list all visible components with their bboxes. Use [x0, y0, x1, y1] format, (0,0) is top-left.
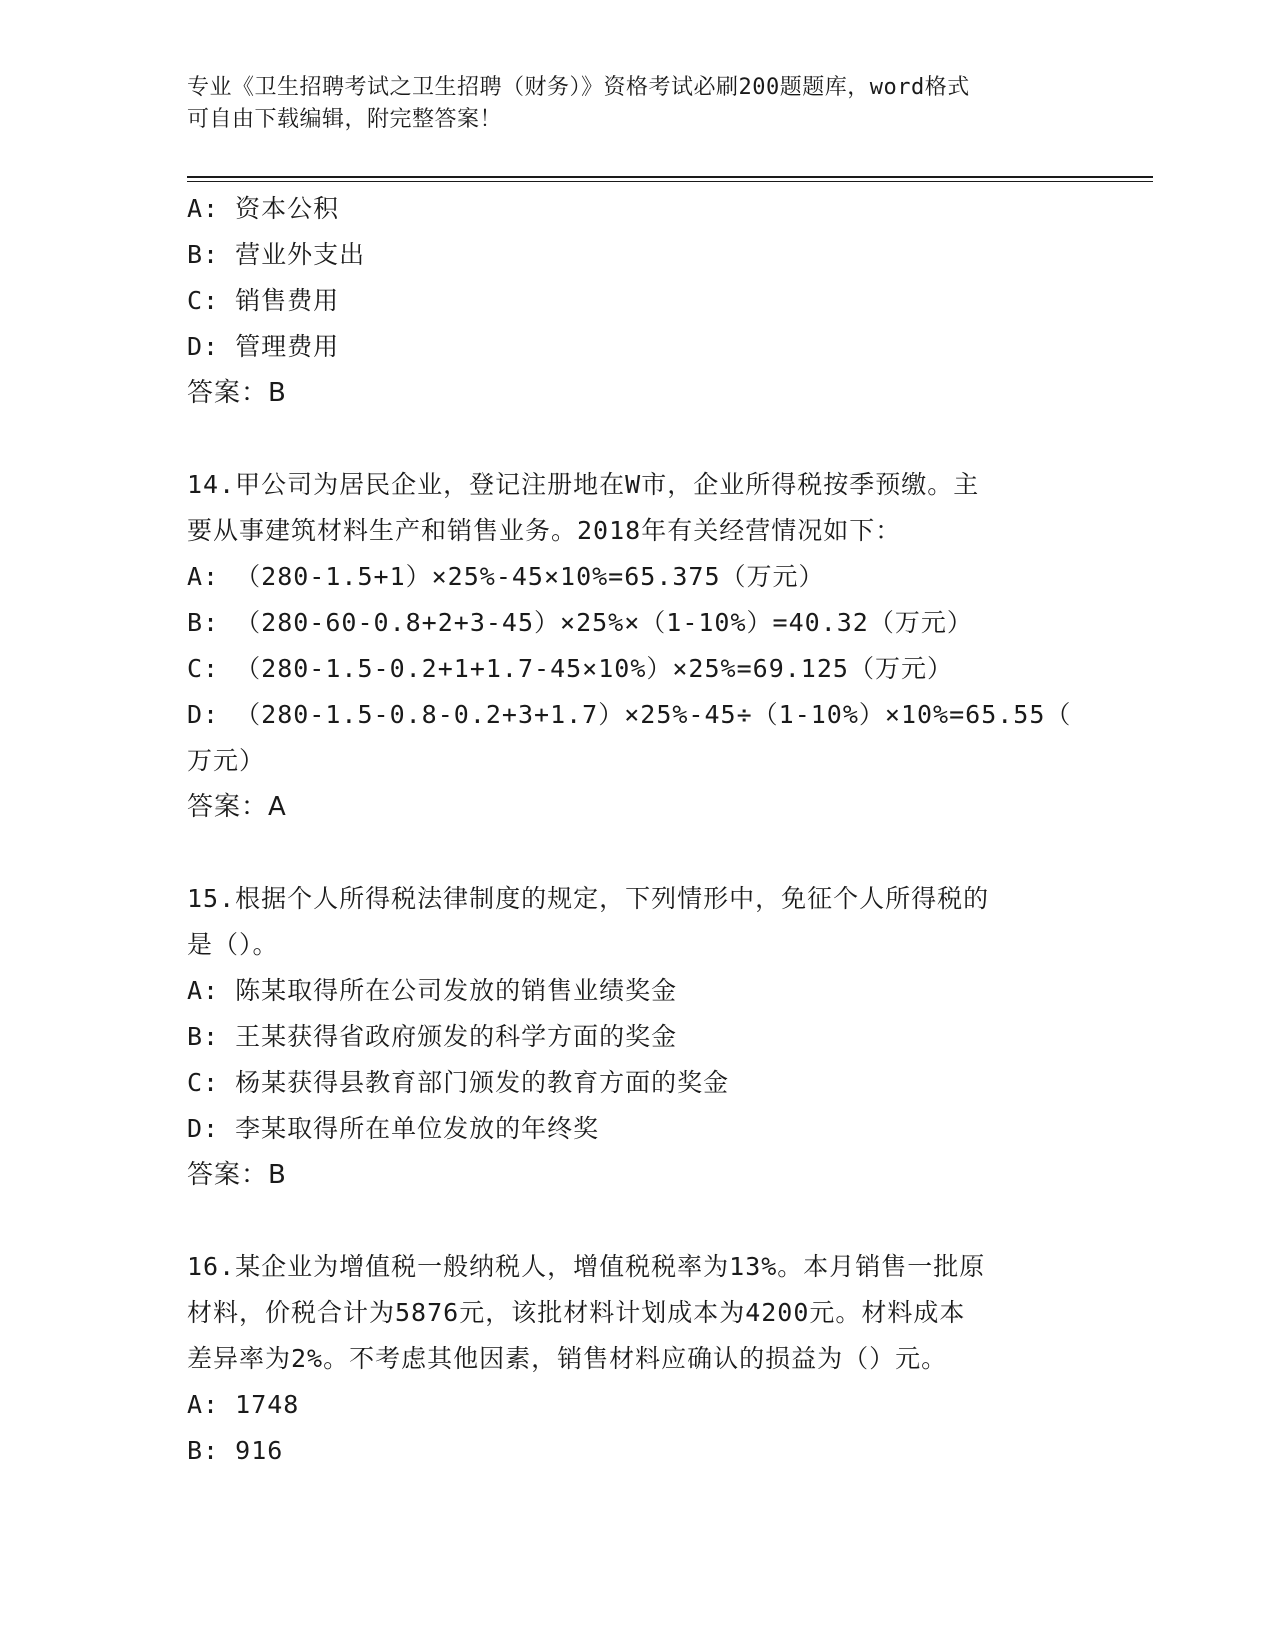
document-header [187, 72, 1067, 136]
header-title-line-2: 可自由下载编辑，附完整答案！ [187, 107, 503, 132]
question-content [187, 186, 1072, 1474]
q15-option-b: B: 王某获得省政府颁发的科学方面的奖金 [187, 1022, 678, 1051]
question-13 [187, 186, 1067, 416]
spacer [187, 830, 1067, 876]
q14-option-c: C: （280-1.5-0.2+1+1.7-45×10%）×25%=69.125（万元） [187, 654, 953, 683]
q14-stem-line-1: 14.甲公司为居民企业，登记注册地在W市，企业所得税按季预缴。主 [187, 470, 980, 499]
q15-answer: 答案：B [187, 1160, 287, 1190]
q14-option-a: A: （280-1.5+1）×25%-45×10%=65.375（万元） [187, 562, 825, 591]
q14-option-b: B: （280-60-0.8+2+3-45）×25%×（1-10%）=40.32（万元） [187, 608, 973, 637]
q15-option-d: D: 李某取得所在单位发放的年终奖 [187, 1114, 600, 1143]
q13-option-a: A: 资本公积 [187, 194, 340, 223]
q13-option-c: C: 销售费用 [187, 286, 340, 315]
q16-stem-line-2: 材料，价税合计为5876元，该批材料计划成本为4200元。材料成本 [187, 1298, 966, 1327]
question-14 [187, 462, 1072, 830]
question-15 [187, 876, 1067, 1198]
q16-stem-line-1: 16.某企业为增值税一般纳税人，增值税税率为13%。本月销售一批原 [187, 1252, 986, 1281]
header-divider-thin [187, 181, 1153, 182]
spacer [187, 416, 1067, 462]
q16-option-a: A: 1748 [187, 1390, 300, 1419]
header-divider-thick [187, 176, 1153, 178]
q15-stem-line-2: 是（）。 [187, 930, 279, 959]
header-title-line-1: 专业《卫生招聘考试之卫生招聘（财务）》资格考试必刷200题题库，word格式 [187, 75, 970, 100]
q14-stem-line-2: 要从事建筑材料生产和销售业务。2018年有关经营情况如下： [187, 516, 902, 545]
q14-option-d-line-2: 万元） [187, 746, 266, 775]
q13-option-d: D: 管理费用 [187, 332, 340, 361]
q13-option-b: B: 营业外支出 [187, 240, 366, 269]
spacer [187, 1198, 1067, 1244]
q14-option-d-line-1: D: （280-1.5-0.8-0.2+3+1.7）×25%-45÷（1-10%）×10%=65.55（ [187, 700, 1072, 729]
q15-option-c: C: 杨某获得县教育部门颁发的教育方面的奖金 [187, 1068, 730, 1097]
q16-stem-line-3: 差异率为2%。不考虑其他因素，销售材料应确认的损益为（）元。 [187, 1344, 948, 1373]
q14-answer: 答案：A [187, 792, 287, 822]
q15-stem-line-1: 15.根据个人所得税法律制度的规定，下列情形中，免征个人所得税的 [187, 884, 990, 913]
question-16 [187, 1244, 1067, 1474]
q15-option-a: A: 陈某取得所在公司发放的销售业绩奖金 [187, 976, 678, 1005]
q16-option-b: B: 916 [187, 1436, 284, 1465]
q13-answer: 答案：B [187, 378, 287, 408]
